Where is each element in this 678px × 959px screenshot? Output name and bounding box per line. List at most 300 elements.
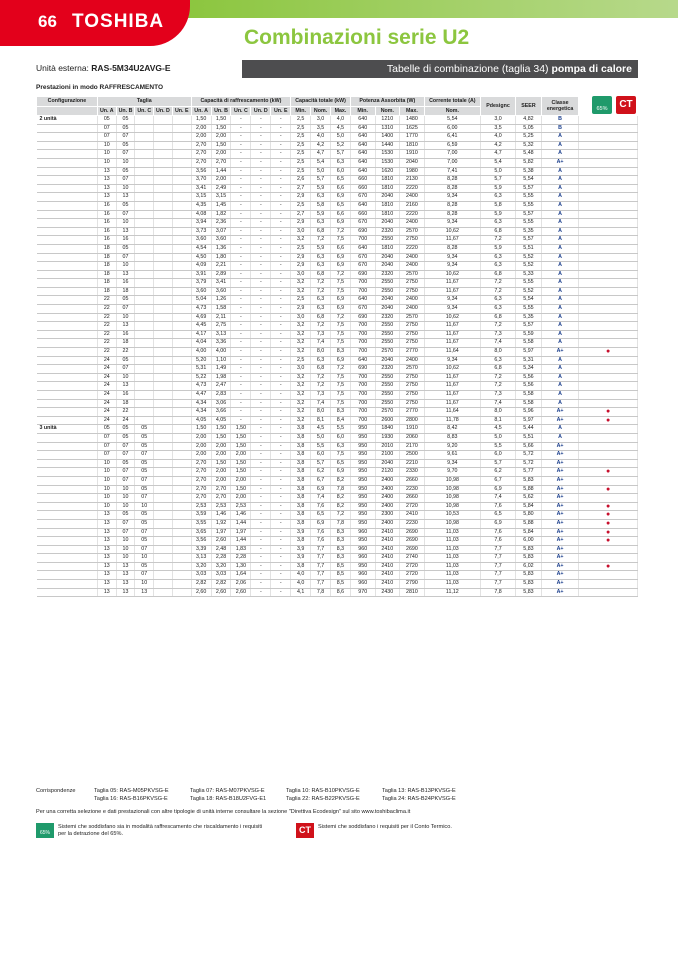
table-cell: - xyxy=(251,322,271,331)
row-config-label xyxy=(37,201,98,210)
table-group-header xyxy=(37,97,638,107)
table-cell: 7,2 xyxy=(480,322,515,331)
table-cell: 7,8 xyxy=(480,588,515,597)
table-cell: 2,53 xyxy=(191,502,211,511)
table-cell: 3,8 xyxy=(291,476,311,485)
table-cell: 950 xyxy=(350,494,375,503)
table-row xyxy=(37,210,638,219)
table-cell: 5,7 xyxy=(331,150,351,159)
table-cell: - xyxy=(271,408,291,417)
table-cell: 3,5 xyxy=(480,124,515,133)
table-cell xyxy=(172,511,191,520)
table-cell xyxy=(135,167,154,176)
table-cell: 6,3 xyxy=(480,262,515,271)
table-cell: - xyxy=(251,219,271,228)
table-cell: 2,6 xyxy=(291,176,311,185)
table-cell: 2570 xyxy=(375,408,400,417)
col-sub: Un. E xyxy=(271,106,291,116)
table-cell: - xyxy=(271,442,291,451)
table-cell: 2320 xyxy=(375,227,400,236)
table-cell: - xyxy=(251,133,271,142)
table-row xyxy=(37,116,638,125)
table-cell: 1,50 xyxy=(231,459,251,468)
table-cell: 2750 xyxy=(400,287,425,296)
energy-class: A xyxy=(541,313,578,322)
table-cell: 1,44 xyxy=(211,167,231,176)
energy-class: A+ xyxy=(541,459,578,468)
table-cell: - xyxy=(251,253,271,262)
table-cell: 4,00 xyxy=(211,348,231,357)
table-cell: 3,2 xyxy=(291,382,311,391)
table-cell xyxy=(154,167,173,176)
table-cell: 7,5 xyxy=(331,391,351,400)
table-cell xyxy=(172,554,191,563)
conto-termico-marker xyxy=(579,451,638,460)
row-config-label xyxy=(37,537,98,546)
table-cell: 5,97 xyxy=(516,348,542,357)
table-cell: 7,7 xyxy=(480,554,515,563)
correspondence-item: Taglia 05: RAS-M05PKVSG-E xyxy=(94,788,169,794)
table-cell: 5,97 xyxy=(516,416,542,425)
table-row xyxy=(37,562,638,571)
table-cell: 950 xyxy=(350,442,375,451)
table-cell: 8,28 xyxy=(424,176,480,185)
table-cell: 05 xyxy=(116,124,135,133)
table-cell: 640 xyxy=(350,201,375,210)
table-cell: 7,00 xyxy=(424,150,480,159)
table-cell: 13 xyxy=(116,562,135,571)
table-cell: 2810 xyxy=(400,588,425,597)
table-cell xyxy=(172,476,191,485)
table-cell xyxy=(172,296,191,305)
table-cell: - xyxy=(271,580,291,589)
table-cell: 8,3 xyxy=(331,408,351,417)
table-cell: 22 xyxy=(97,305,116,314)
table-cell: 05 xyxy=(97,116,116,125)
table-cell xyxy=(172,528,191,537)
table-cell: 2,70 xyxy=(191,158,211,167)
conto-termico-marker xyxy=(579,176,638,185)
row-config-label xyxy=(37,373,98,382)
table-cell: 3,94 xyxy=(191,219,211,228)
table-cell: 6,00 xyxy=(424,124,480,133)
table-cell: 2790 xyxy=(400,580,425,589)
table-cell: 11,03 xyxy=(424,545,480,554)
table-cell: 7,8 xyxy=(331,519,351,528)
table-row xyxy=(37,184,638,193)
table-cell: 8,5 xyxy=(331,580,351,589)
table-cell: 8,1 xyxy=(480,416,515,425)
table-row xyxy=(37,219,638,228)
table-cell: 10 xyxy=(116,502,135,511)
table-cell: 2,83 xyxy=(211,391,231,400)
table-row xyxy=(37,150,638,159)
conto-termico-marker xyxy=(579,313,638,322)
table-cell: - xyxy=(271,262,291,271)
table-cell: 07 xyxy=(116,253,135,262)
table-cell xyxy=(154,399,173,408)
table-cell: 7,7 xyxy=(311,545,331,554)
brand-logo: TOSHIBA xyxy=(72,11,165,32)
table-cell: 3,06 xyxy=(211,399,231,408)
energy-class: A+ xyxy=(541,588,578,597)
table-cell: - xyxy=(231,391,251,400)
table-cell: 13 xyxy=(97,511,116,520)
energy-class: A+ xyxy=(541,158,578,167)
table-cell: - xyxy=(271,433,291,442)
table-cell xyxy=(172,468,191,477)
table-cell: 7,2 xyxy=(331,365,351,374)
table-row xyxy=(37,528,638,537)
table-cell: 1980 xyxy=(400,167,425,176)
table-cell: 2720 xyxy=(400,571,425,580)
table-cell xyxy=(154,176,173,185)
table-cell: 640 xyxy=(350,150,375,159)
table-cell: - xyxy=(251,502,271,511)
table-cell: 2750 xyxy=(400,330,425,339)
table-cell: 2,5 xyxy=(291,296,311,305)
row-config-label xyxy=(37,124,98,133)
table-cell: - xyxy=(271,133,291,142)
conto-termico-marker xyxy=(579,494,638,503)
table-cell: 05 xyxy=(135,562,154,571)
conto-termico-marker xyxy=(579,116,638,125)
table-cell: 22 xyxy=(97,322,116,331)
table-cell: 05 xyxy=(116,244,135,253)
table-cell: 5,9 xyxy=(480,244,515,253)
table-cell: 640 xyxy=(350,244,375,253)
table-cell: 6,3 xyxy=(311,193,331,202)
row-config-label xyxy=(37,459,98,468)
table-cell: 1810 xyxy=(400,141,425,150)
table-cell: 5,0 xyxy=(311,167,331,176)
table-cell: 2750 xyxy=(400,279,425,288)
table-cell: 2690 xyxy=(400,545,425,554)
table-cell xyxy=(172,416,191,425)
table-cell: - xyxy=(251,305,271,314)
table-cell: 5,0 xyxy=(311,433,331,442)
table-cell: 07 xyxy=(135,476,154,485)
energy-class: A+ xyxy=(541,537,578,546)
row-config-label xyxy=(37,588,98,597)
legend-green-text: Sistemi che soddisfano sia in modalità raffrescamento che riscaldamento i requisiti per la detrazione del 65%. xyxy=(58,824,263,837)
table-cell: 7,7 xyxy=(311,554,331,563)
table-cell xyxy=(172,588,191,597)
table-cell: 1910 xyxy=(400,150,425,159)
table-cell: 700 xyxy=(350,236,375,245)
table-cell: 10,98 xyxy=(424,519,480,528)
table-cell: 3,2 xyxy=(291,287,311,296)
table-cell: 6,3 xyxy=(311,305,331,314)
table-cell xyxy=(154,519,173,528)
row-config-label xyxy=(37,365,98,374)
table-cell: 05 xyxy=(116,167,135,176)
table-cell: 1840 xyxy=(375,425,400,434)
row-config-label xyxy=(37,580,98,589)
conto-termico-marker xyxy=(579,296,638,305)
table-cell: 6,3 xyxy=(311,356,331,365)
table-cell: 3,41 xyxy=(191,184,211,193)
table-cell: 18 xyxy=(97,287,116,296)
table-cell: 7,2 xyxy=(331,511,351,520)
table-cell: 11,67 xyxy=(424,322,480,331)
energy-class: A+ xyxy=(541,468,578,477)
table-cell: 5,5 xyxy=(311,442,331,451)
table-cell: 1810 xyxy=(375,184,400,193)
table-cell: - xyxy=(231,193,251,202)
table-cell: 2550 xyxy=(375,373,400,382)
table-cell xyxy=(135,296,154,305)
col-sub: Un. D xyxy=(251,106,271,116)
table-cell: 6,7 xyxy=(480,476,515,485)
table-cell: 8,0 xyxy=(311,408,331,417)
row-config-label xyxy=(37,184,98,193)
table-cell: 07 xyxy=(135,528,154,537)
table-cell: 690 xyxy=(350,227,375,236)
table-row xyxy=(37,382,638,391)
col-sub: Un. C xyxy=(231,106,251,116)
table-cell: 3,55 xyxy=(191,519,211,528)
energy-class: A+ xyxy=(541,451,578,460)
conto-termico-marker xyxy=(579,227,638,236)
table-cell xyxy=(154,459,173,468)
table-cell: 950 xyxy=(350,562,375,571)
table-cell: 1,50 xyxy=(211,116,231,125)
table-cell: 2410 xyxy=(375,571,400,580)
table-row xyxy=(37,416,638,425)
table-cell: 2160 xyxy=(400,201,425,210)
table-cell xyxy=(135,116,154,125)
table-row xyxy=(37,511,638,520)
table-cell: 5,9 xyxy=(311,210,331,219)
table-row xyxy=(37,356,638,365)
table-cell: - xyxy=(231,141,251,150)
table-cell xyxy=(135,150,154,159)
table-cell: 5,83 xyxy=(516,588,542,597)
table-cell: 1,46 xyxy=(211,511,231,520)
table-cell: 8,0 xyxy=(480,408,515,417)
table-cell: 5,54 xyxy=(516,296,542,305)
table-cell: 8,3 xyxy=(331,554,351,563)
table-cell: 07 xyxy=(116,210,135,219)
table-cell: 2410 xyxy=(400,511,425,520)
table-cell: 5,9 xyxy=(480,210,515,219)
table-cell: - xyxy=(271,116,291,125)
col-sub: Un. E xyxy=(172,106,191,116)
table-cell: 950 xyxy=(350,519,375,528)
table-cell: 700 xyxy=(350,287,375,296)
energy-class: A xyxy=(541,287,578,296)
conto-termico-marker: ● xyxy=(579,502,638,511)
section-label: Prestazioni in modo RAFFRESCAMENTO xyxy=(36,84,163,91)
table-cell: 13 xyxy=(116,382,135,391)
table-cell xyxy=(135,227,154,236)
table-cell: 3,2 xyxy=(291,391,311,400)
table-cell: 1,58 xyxy=(211,305,231,314)
energy-class: A xyxy=(541,184,578,193)
table-cell: 4,0 xyxy=(291,580,311,589)
energy-class: A xyxy=(541,141,578,150)
table-cell: 24 xyxy=(97,356,116,365)
table-cell: 3,0 xyxy=(480,116,515,125)
conto-termico-marker: ● xyxy=(579,528,638,537)
table-cell: 5,83 xyxy=(516,554,542,563)
combination-table xyxy=(36,96,638,597)
table-cell: 7,7 xyxy=(311,571,331,580)
table-cell: - xyxy=(271,322,291,331)
table-cell: 2400 xyxy=(400,305,425,314)
table-cell: 6,9 xyxy=(331,305,351,314)
table-cell: 7,5 xyxy=(331,236,351,245)
table-cell: 16 xyxy=(97,236,116,245)
table-cell: 22 xyxy=(97,330,116,339)
table-cell: 3,73 xyxy=(191,227,211,236)
table-cell: 05 xyxy=(135,519,154,528)
conto-termico-marker xyxy=(579,580,638,589)
table-cell: 8,28 xyxy=(424,201,480,210)
table-cell: 9,61 xyxy=(424,451,480,460)
table-cell: - xyxy=(271,219,291,228)
table-cell: - xyxy=(271,244,291,253)
table-cell xyxy=(172,236,191,245)
table-cell xyxy=(154,158,173,167)
correspondence-item: Taglia 10: RAS-B10PKVSG-E xyxy=(286,788,360,794)
table-cell: 5,7 xyxy=(311,176,331,185)
table-cell: 2230 xyxy=(400,519,425,528)
table-row xyxy=(37,451,638,460)
table-cell: 7,7 xyxy=(480,545,515,554)
conto-termico-marker: ● xyxy=(579,537,638,546)
table-cell: 2410 xyxy=(375,528,400,537)
table-cell xyxy=(172,545,191,554)
table-cell: 5,2 xyxy=(331,141,351,150)
table-cell: 700 xyxy=(350,416,375,425)
table-cell: 3,66 xyxy=(211,408,231,417)
table-cell: 6,3 xyxy=(480,305,515,314)
table-cell xyxy=(154,485,173,494)
table-cell xyxy=(172,365,191,374)
table-cell: 13 xyxy=(97,554,116,563)
table-cell xyxy=(172,210,191,219)
table-cell: 660 xyxy=(350,184,375,193)
table-cell: 6,9 xyxy=(331,468,351,477)
table-cell: - xyxy=(271,124,291,133)
table-cell: - xyxy=(251,459,271,468)
table-cell: - xyxy=(271,416,291,425)
table-cell: 10 xyxy=(116,262,135,271)
table-cell: 700 xyxy=(350,330,375,339)
table-cell: 6,8 xyxy=(480,313,515,322)
table-cell: 2,5 xyxy=(291,244,311,253)
table-cell: 5,62 xyxy=(516,494,542,503)
table-cell: 1,83 xyxy=(231,545,251,554)
table-cell xyxy=(135,270,154,279)
table-cell xyxy=(172,391,191,400)
table-cell: - xyxy=(231,305,251,314)
table-cell: 22 xyxy=(97,296,116,305)
table-cell: 2040 xyxy=(375,262,400,271)
table-cell: 950 xyxy=(350,476,375,485)
table-cell: 11,03 xyxy=(424,528,480,537)
table-cell: 7,6 xyxy=(480,537,515,546)
table-cell: 8,3 xyxy=(331,545,351,554)
row-config-label xyxy=(37,305,98,314)
conto-termico-marker xyxy=(579,356,638,365)
table-cell: - xyxy=(271,382,291,391)
table-cell: 07 xyxy=(97,442,116,451)
col-sub: Max. xyxy=(400,106,425,116)
row-config-label: 2 unità xyxy=(37,116,98,125)
table-cell: - xyxy=(251,528,271,537)
table-cell: - xyxy=(251,468,271,477)
table-cell: 7,6 xyxy=(480,528,515,537)
table-cell: 05 xyxy=(116,141,135,150)
table-cell xyxy=(135,253,154,262)
table-cell: 6,9 xyxy=(331,262,351,271)
table-cell: - xyxy=(251,442,271,451)
row-config-label xyxy=(37,253,98,262)
table-cell: - xyxy=(231,365,251,374)
table-cell: - xyxy=(271,287,291,296)
energy-class: A+ xyxy=(541,528,578,537)
table-cell xyxy=(154,296,173,305)
table-cell: - xyxy=(251,201,271,210)
table-cell: 11,78 xyxy=(424,416,480,425)
table-cell: 10,98 xyxy=(424,476,480,485)
table-cell: - xyxy=(231,399,251,408)
table-cell: 18 xyxy=(97,262,116,271)
table-cell: - xyxy=(231,116,251,125)
table-cell: 10,98 xyxy=(424,485,480,494)
conto-termico-marker xyxy=(579,150,638,159)
subheader-row xyxy=(36,60,638,78)
table-cell: 6,9 xyxy=(331,193,351,202)
table-cell: 11,03 xyxy=(424,571,480,580)
table-cell: 2320 xyxy=(375,270,400,279)
table-cell: 9,34 xyxy=(424,305,480,314)
table-cell: 3,65 xyxy=(191,528,211,537)
table-cell: 7,00 xyxy=(424,158,480,167)
table-cell: 5,0 xyxy=(480,433,515,442)
table-cell: 5,52 xyxy=(516,253,542,262)
table-cell: 3,5 xyxy=(311,124,331,133)
table-cell: 6,9 xyxy=(480,519,515,528)
table-cell: 10 xyxy=(97,476,116,485)
table-cell: 05 xyxy=(135,459,154,468)
table-cell: 3,36 xyxy=(211,339,231,348)
table-cell: - xyxy=(271,227,291,236)
table-cell: 1440 xyxy=(375,141,400,150)
table-cell: 24 xyxy=(97,399,116,408)
table-row xyxy=(37,391,638,400)
table-cell: 07 xyxy=(116,442,135,451)
col-sub: Min. xyxy=(350,106,375,116)
table-cell: - xyxy=(231,167,251,176)
table-cell: 1,98 xyxy=(211,373,231,382)
table-cell xyxy=(154,442,173,451)
table-cell xyxy=(154,494,173,503)
table-cell: 6,9 xyxy=(331,296,351,305)
energy-class: A+ xyxy=(541,408,578,417)
table-cell: - xyxy=(231,262,251,271)
table-cell: 24 xyxy=(97,373,116,382)
table-cell: 13 xyxy=(135,588,154,597)
table-cell xyxy=(172,571,191,580)
table-cell: 10 xyxy=(116,554,135,563)
table-cell: - xyxy=(231,124,251,133)
table-cell: 16 xyxy=(97,210,116,219)
table-row xyxy=(37,313,638,322)
